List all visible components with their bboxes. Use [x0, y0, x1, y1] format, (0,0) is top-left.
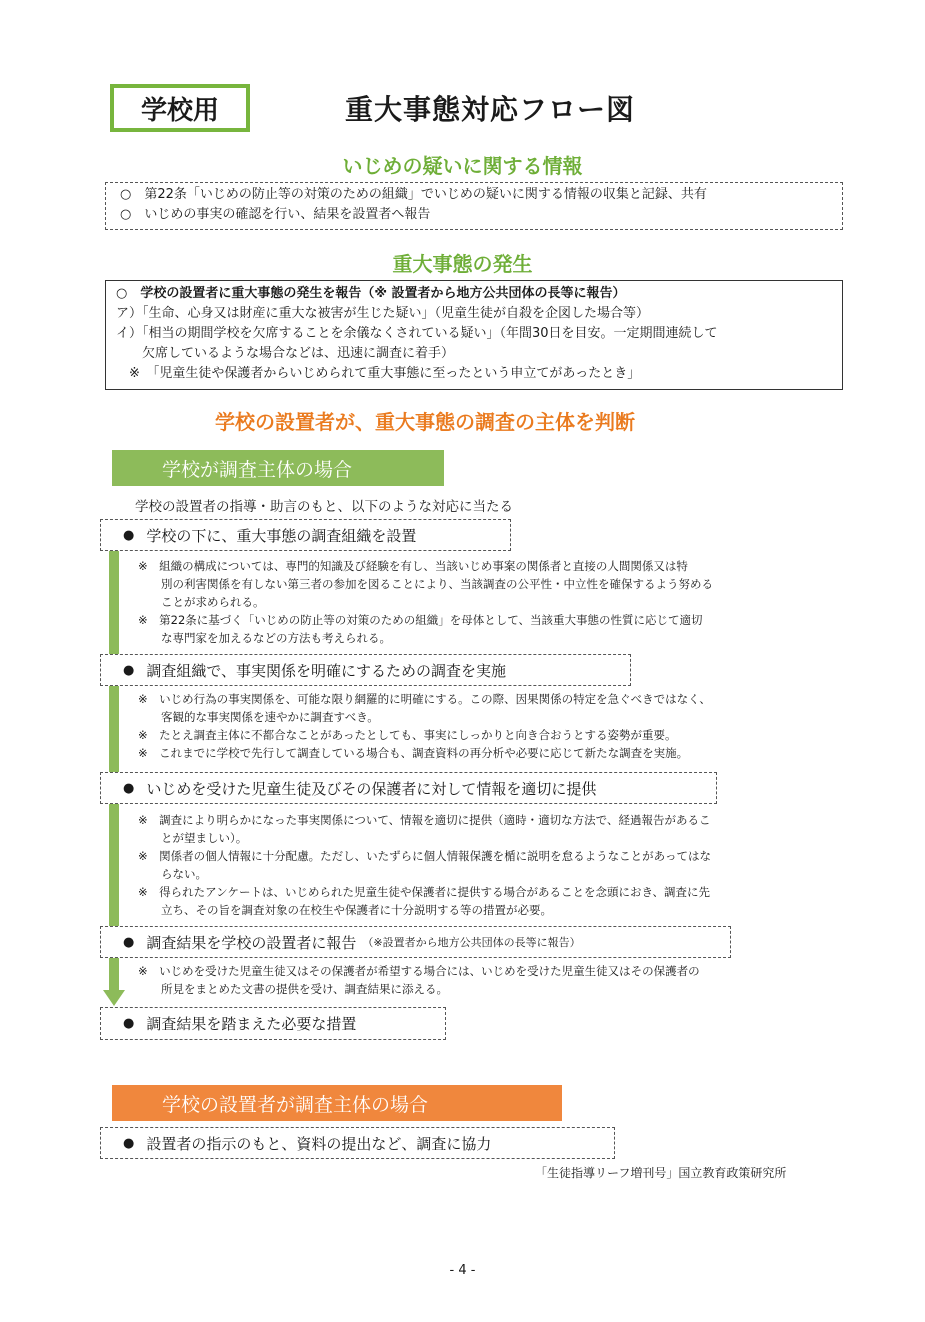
step4-notes	[138, 962, 700, 998]
step-set-up-committee	[100, 519, 511, 551]
source-citation: 「生徒指導リーフ増刊号」国立教育政策研究所	[535, 1166, 787, 1180]
note-line: 客観的な事実関係を速やかに調査すべき。	[138, 710, 379, 724]
bullying-info-line: ○ いじめの事実の確認を行い、結果を設置者へ報告	[120, 207, 431, 222]
serious-incident-heading: 重大事態の発生	[392, 252, 533, 276]
flow-arrow-head-icon	[103, 990, 125, 1006]
bullet-icon: ●	[123, 527, 135, 543]
note-line: ※ 調査により明らかになった事実関係について、情報を適切に提供（適時・適切な方法で、経過報告があるこ	[138, 813, 711, 827]
note-line: な専門家を加えるなどの方法も考えられる。	[138, 631, 391, 645]
serious-incident-box	[105, 280, 843, 390]
bullying-info-box	[105, 182, 843, 230]
bullet-icon: ●	[123, 662, 135, 678]
bullying-info-heading: いじめの疑いに関する情報	[342, 154, 583, 178]
note-line: ※ いじめを受けた児童生徒又はその保護者が希望する場合には、いじめを受けた児童生徒又はその保護者の	[138, 964, 700, 978]
serious-incident-line: イ）「相当の期間学校を欠席することを余儀なくされている疑い」（年間30日を目安。一定期間連続して	[116, 326, 718, 341]
serious-incident-line: ア）「生命、心身又は財産に重大な被害が生じた疑い」（児童生徒が自殺を企図した場合等）	[116, 306, 650, 321]
serious-incident-line: ※ 「児童生徒や保護者からいじめられて重大事態に至ったという申立てがあったとき」	[116, 366, 641, 381]
bullying-info-line: ○ 第22条「いじめの防止等の対策のための組織」でいじめの疑いに関する情報の収集と記録、共有	[120, 187, 707, 202]
flow-arrow-shaft	[109, 540, 119, 992]
step1-notes	[138, 557, 713, 647]
note-line: ※ たとえ調査主体に不都合なことがあったとしても、事実にしっかりと向き合おうとする姿勢が重要。	[138, 728, 677, 742]
note-line: とが望ましい）。	[138, 831, 248, 845]
serious-incident-line: 欠席しているような場合などは、迅速に調査に着手）	[116, 346, 455, 361]
step-label: 学校の下に、重大事態の調査組織を設置	[146, 526, 417, 545]
step-report-results	[100, 926, 731, 958]
decision-heading: 学校の設置者が、重大事態の調査の主体を判断	[215, 410, 635, 434]
step-cooperate-investigation	[100, 1127, 615, 1159]
note-line: ※ これまでに学校で先行して調査している場合も、調査資料の再分析や必要に応じて新たな調査を実施。	[138, 746, 689, 760]
bullet-icon: ●	[123, 934, 135, 950]
step-conduct-investigation	[100, 654, 631, 686]
school-use-tag: 学校用	[110, 84, 250, 132]
page-number: - 4 -	[449, 1263, 476, 1278]
school-case-band: 学校が調査主体の場合	[112, 450, 444, 486]
step-label: 調査結果を踏まえた必要な措置	[146, 1015, 357, 1033]
step3-notes	[138, 811, 711, 919]
note-line: ※ 関係者の個人情報に十分配慮。ただし、いたずらに個人情報保護を楯に説明を怠るようなことがあってはな	[138, 849, 712, 863]
step2-notes	[138, 690, 711, 762]
serious-incident-line: ○ 学校の設置者に重大事態の発生を報告（※ 設置者から地方公共団体の長等に報告）	[116, 286, 626, 301]
step-label: 設置者の指示のもと、資料の提出など、調査に協力	[146, 1134, 492, 1153]
note-line: ことが求められる。	[138, 595, 265, 609]
bullet-icon: ●	[123, 1016, 135, 1031]
page-title: 重大事態対応フロー図	[345, 93, 636, 126]
step-necessary-measures	[100, 1007, 446, 1040]
step-label: 調査組織で、事実関係を明確にするための調査を実施	[146, 661, 507, 680]
note-line: ※ 組織の構成については、専門的知識及び経験を有し、当該いじめ事案の関係者と直接の人間関係又は特	[138, 559, 688, 573]
note-line: ※ いじめ行為の事実関係を、可能な限り網羅的に明確にする。この際、因果関係の特定を急ぐべきではなく、	[138, 692, 711, 706]
step-sublabel: （※設置者から地方公共団体の長等に報告）	[362, 936, 581, 949]
note-line: 立ち、その旨を調査対象の在校生や保護者に十分説明する等の措置が必要。	[138, 903, 552, 917]
bullet-icon: ●	[123, 780, 135, 796]
step-label: 調査結果を学校の設置者に報告	[146, 933, 357, 952]
note-line: ※ 得られたアンケートは、いじめられた児童生徒や保護者に提供する場合があることを念頭におき、調査に先	[138, 885, 710, 899]
note-line: ※ 第22条に基づく「いじめの防止等の対策のための組織」を母体として、当該重大事態の性質に応じて適切	[138, 613, 703, 627]
bullet-icon: ●	[123, 1135, 135, 1151]
step-provide-information	[100, 772, 717, 804]
note-line: 所見をまとめた文書の提供を受け、調査結果に添える。	[138, 982, 449, 996]
note-line: 別の利害関係を有しない第三者の参加を図ることにより、当該調査の公平性・中立性を確保するよう努める	[138, 577, 713, 591]
step-label: いじめを受けた児童生徒及びその保護者に対して情報を適切に提供	[146, 779, 597, 798]
board-case-band: 学校の設置者が調査主体の場合	[112, 1085, 562, 1121]
school-case-intro: 学校の設置者の指導・助言のもと、以下のような対応に当たる	[135, 499, 513, 515]
note-line: らない。	[138, 867, 207, 881]
